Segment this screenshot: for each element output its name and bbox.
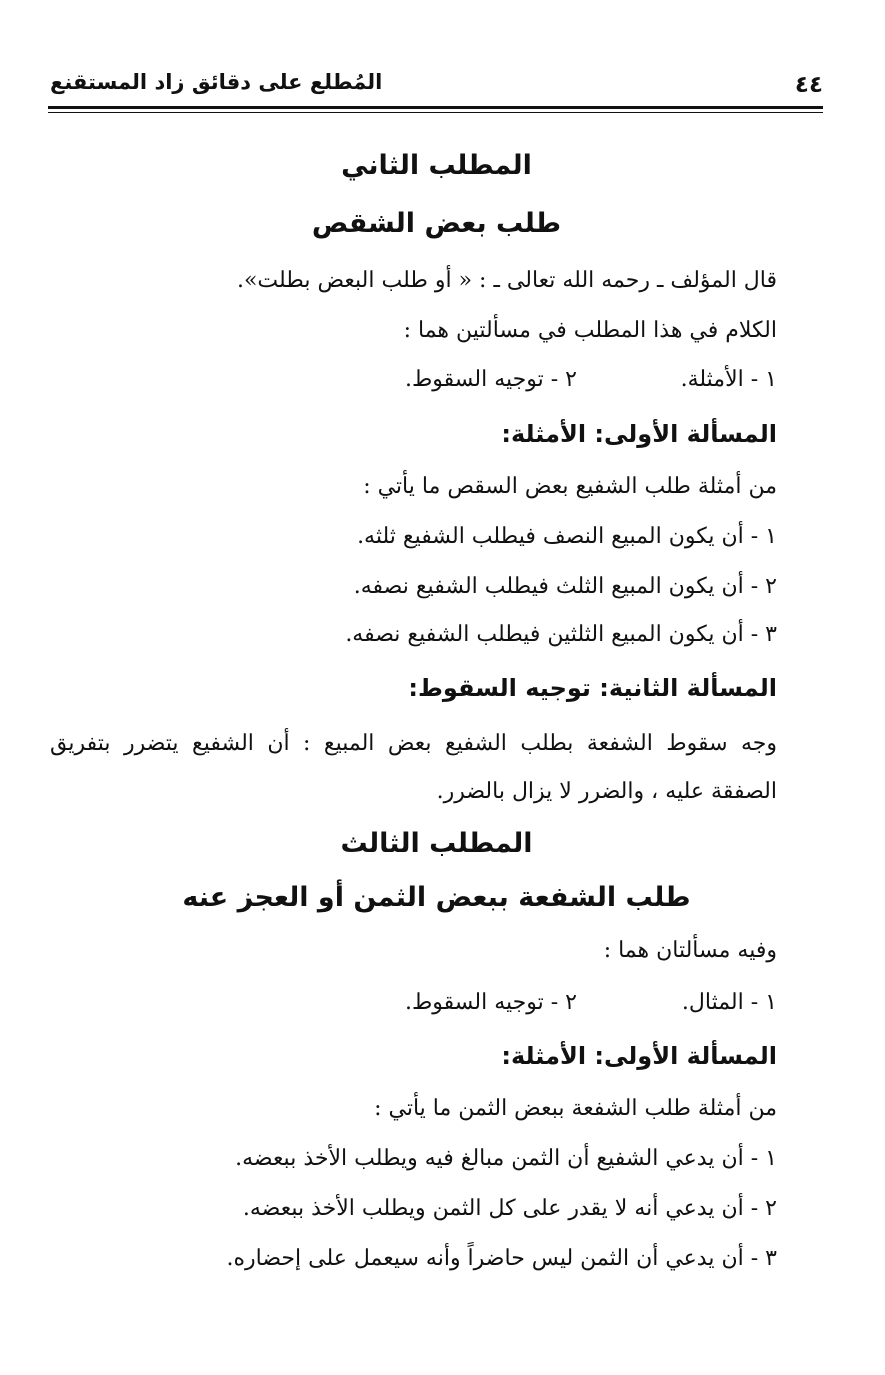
section-subheading: طلب بعض الشقص	[311, 208, 562, 239]
section-heading: المطلب الثالث	[340, 828, 533, 859]
example-item: ٢ - أن يدعي أنه لا يقدر على كل الثمن ويطلب الأخذ ببعضه.	[242, 1196, 777, 1221]
topic-item: ٢ - توجيه السقوط.	[404, 990, 577, 1015]
example-item: ١ - أن يكون المبيع النصف فيطلب الشفيع ثلثه.	[357, 524, 777, 549]
header-rule-thin	[48, 112, 823, 113]
section-subheading: طلب الشفعة ببعض الثمن أو العجز عنه	[182, 882, 691, 913]
examples-intro: من أمثلة طلب الشفيع بعض السقص ما يأتي :	[363, 474, 777, 499]
examples-intro: من أمثلة طلب الشفعة ببعض الثمن ما يأتي :	[374, 1096, 777, 1121]
intro-text: وفيه مسألتان هما :	[603, 938, 777, 963]
topic-item: ١ - الأمثلة.	[680, 367, 777, 392]
example-item: ٢ - أن يكون المبيع الثلث فيطلب الشفيع نصفه.	[353, 574, 777, 599]
header-rule-thick	[48, 106, 823, 109]
page-header	[50, 62, 823, 102]
author-quote: قال المؤلف ـ رحمه الله تعالى ـ : « أو طلب البعض بطلت».	[236, 268, 777, 293]
example-item: ٣ - أن يكون المبيع الثلثين فيطلب الشفيع نصفه.	[345, 622, 777, 647]
section-heading: المطلب الثاني	[341, 150, 532, 181]
topic-item: ١ - المثال.	[681, 990, 777, 1015]
page-number: ٤٤	[794, 72, 823, 98]
question-heading: المسألة الأولى: الأمثلة:	[501, 420, 777, 448]
running-title: المُطلع على دقائق زاد المستقنع	[50, 70, 383, 94]
example-item: ٣ - أن يدعي أن الثمن ليس حاضراً وأنه سيعمل على إحضاره.	[226, 1246, 777, 1271]
question-heading: المسألة الأولى: الأمثلة:	[501, 1042, 777, 1070]
example-item: ١ - أن يدعي الشفيع أن الثمن مبالغ فيه ويطلب الأخذ ببعضه.	[235, 1146, 777, 1171]
explanation-paragraph: وجه سقوط الشفعة بطلب الشفيع بعض المبيع : أن الشفيع يتضرر بتفريق الصفقة عليه ، والضرر لا يزال بالضرر.	[50, 731, 777, 804]
question-heading: المسألة الثانية: توجيه السقوط:	[408, 674, 777, 702]
topic-item: ٢ - توجيه السقوط.	[404, 367, 577, 392]
intro-text: الكلام في هذا المطلب في مسألتين هما :	[403, 318, 777, 343]
